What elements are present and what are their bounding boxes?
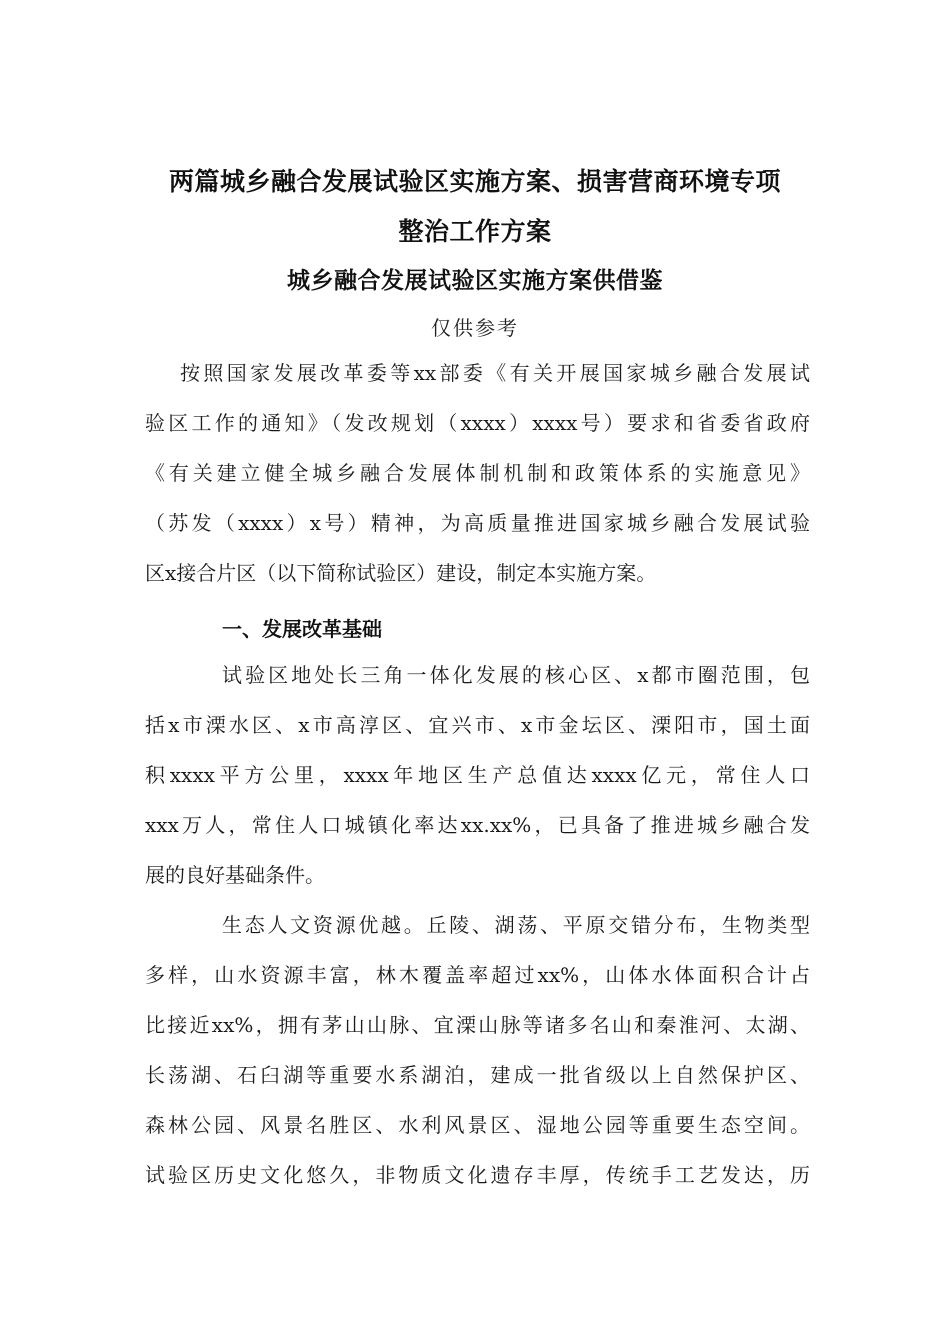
reference-note: 仅供参考 bbox=[431, 316, 519, 340]
intro-line: 按照国家发展改革委等xx部委《有关开展国家城乡融合发展试 bbox=[180, 361, 810, 385]
intro-line: 区x接合片区（以下简称试验区）建设，制定本实施方案。 bbox=[145, 561, 657, 585]
paragraph-line: 积xxxx平方公里，xxxx年地区生产总值达xxxx亿元，常住人口 bbox=[145, 763, 810, 787]
intro-line: （苏发（xxxx）x号）精神，为高质量推进国家城乡融合发展试验 bbox=[145, 511, 810, 535]
paragraph-line: 生态人文资源优越。丘陵、湖荡、平原交错分布，生物类型 bbox=[222, 913, 810, 937]
section-heading: 一、发展改革基础 bbox=[222, 617, 382, 641]
paragraph-line: 试验区地处长三角一体化发展的核心区、x都市圈范围，包 bbox=[222, 663, 810, 687]
intro-line: 《有关建立健全城乡融合发展体制机制和政策体系的实施意见》 bbox=[145, 461, 810, 485]
document-title-line-1: 两篇城乡融合发展试验区实施方案、损害营商环境专项 bbox=[168, 167, 781, 196]
paragraph-line: 试验区历史文化悠久，非物质文化遗存丰厚，传统手工艺发达，历 bbox=[145, 1163, 810, 1187]
paragraph-line: 比接近xx%，拥有茅山山脉、宜溧山脉等诸多名山和秦淮河、太湖、 bbox=[145, 1013, 810, 1037]
intro-line: 验区工作的通知》（发改规划（xxxx）xxxx号）要求和省委省政府 bbox=[145, 411, 810, 435]
paragraph-line: 森林公园、风景名胜区、水利风景区、湿地公园等重要生态空间。 bbox=[145, 1113, 810, 1137]
paragraph-line: xxx万人，常住人口城镇化率达xx.xx%，已具备了推进城乡融合发 bbox=[145, 813, 810, 837]
paragraph-line: 长荡湖、石臼湖等重要水系湖泊，建成一批省级以上自然保护区、 bbox=[145, 1063, 810, 1087]
document-title-line-2: 整治工作方案 bbox=[398, 217, 552, 246]
paragraph-line: 展的良好基础条件。 bbox=[145, 863, 325, 887]
paragraph-line: 括x市溧水区、x市高淳区、宜兴市、x市金坛区、溧阳市，国土面 bbox=[145, 713, 810, 737]
paragraph-line: 多样，山水资源丰富，林木覆盖率超过xx%，山体水体面积合计占 bbox=[145, 963, 810, 987]
document-subtitle: 城乡融合发展试验区实施方案供借鉴 bbox=[287, 268, 663, 294]
